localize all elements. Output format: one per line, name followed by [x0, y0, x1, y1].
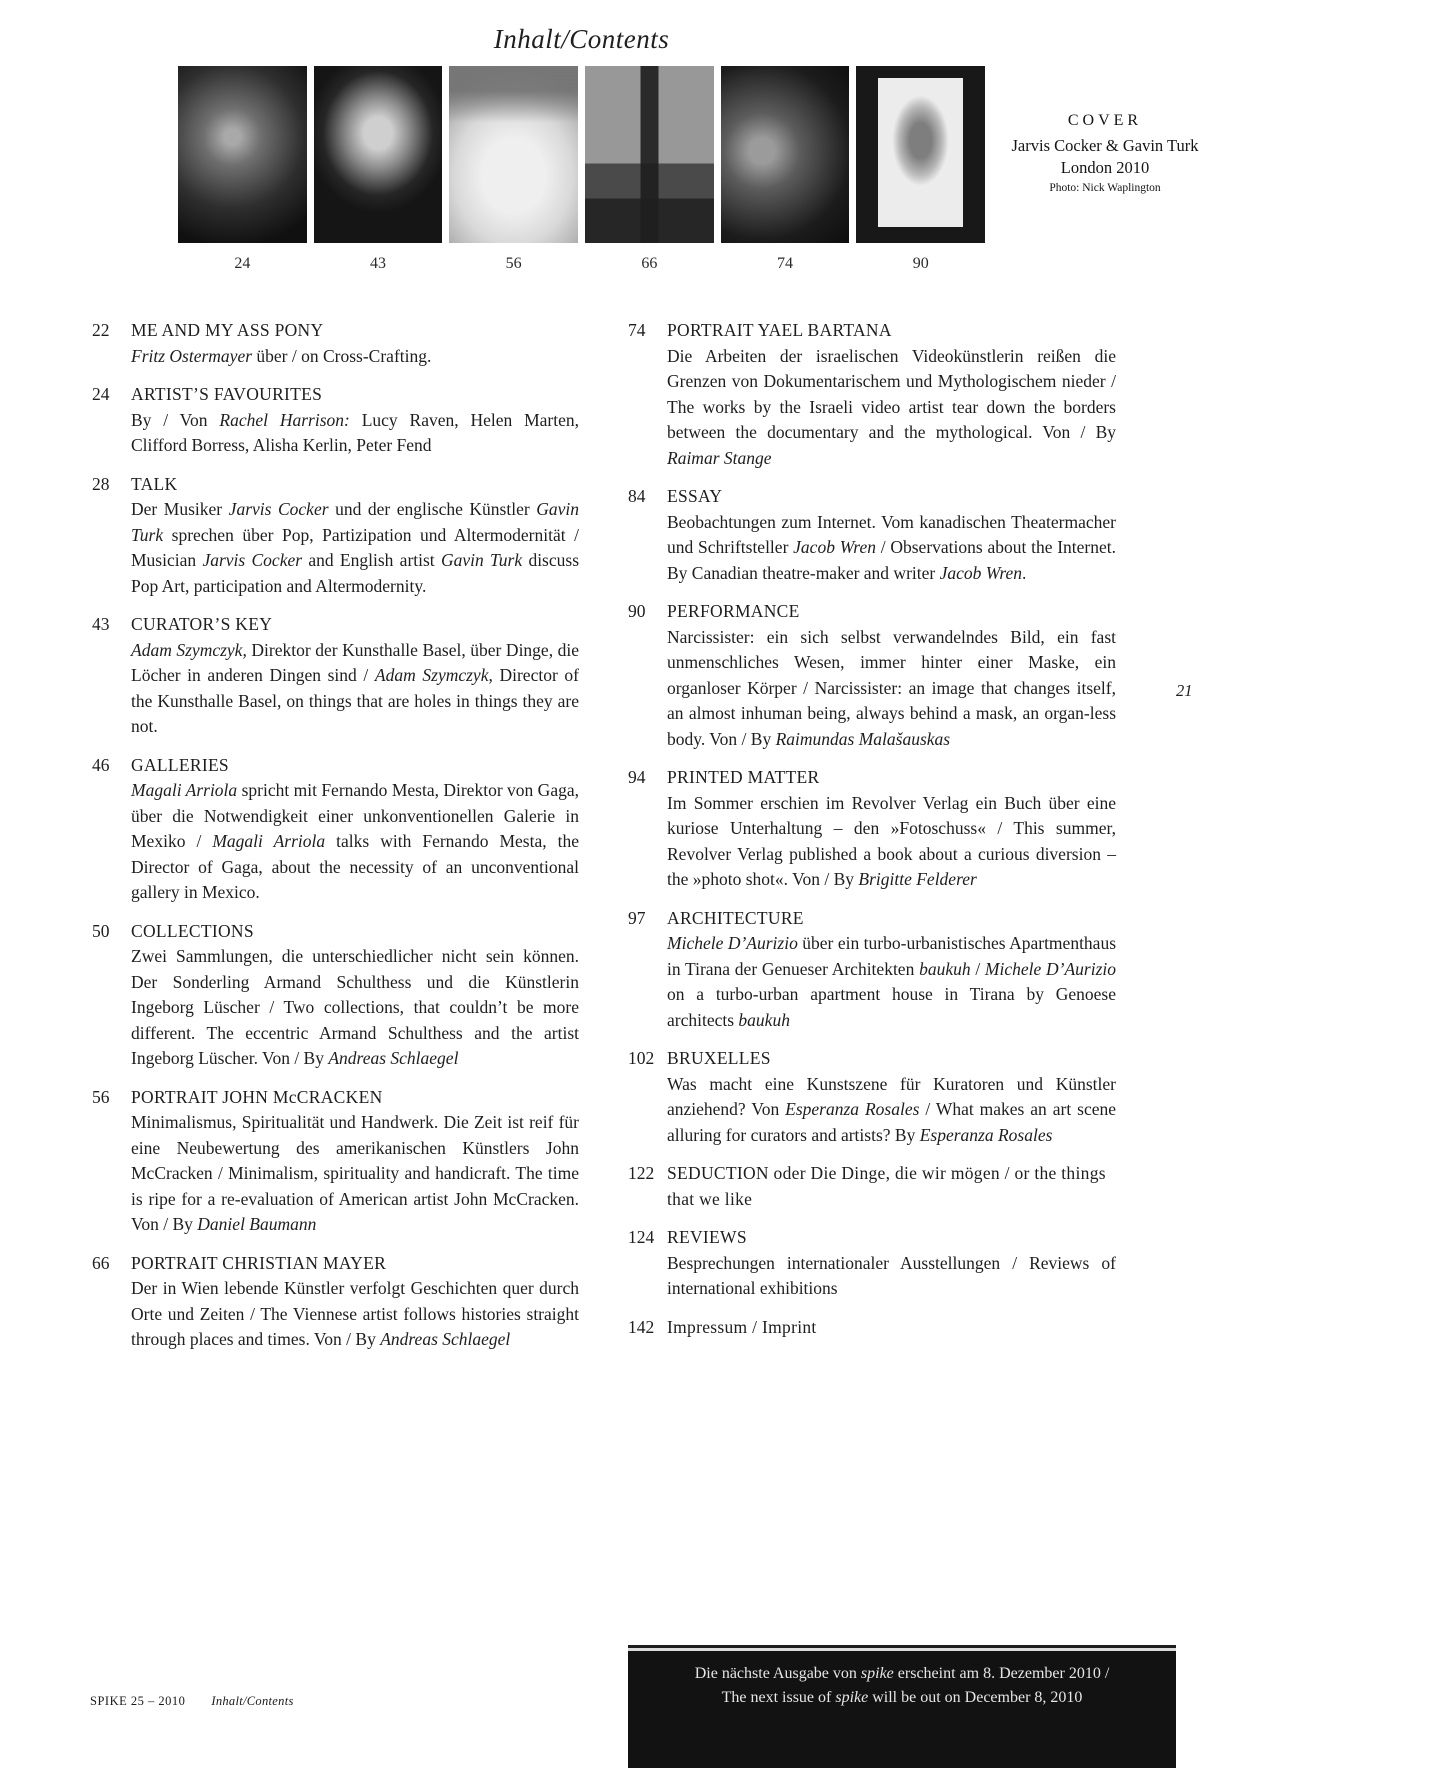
photo-cell: [856, 66, 985, 273]
photo-cell: [449, 66, 578, 273]
toc-entry: [628, 599, 1116, 752]
entry-description: Besprechungen internationaler Ausstellungen / Reviews of international exhibitions: [667, 1252, 1116, 1298]
entry-text: [667, 1225, 1116, 1302]
entry-text: [667, 484, 1116, 586]
entry-text: [667, 765, 1116, 893]
next-issue-line-en: The next issue of spike will be out on December 8, 2010: [721, 1689, 1083, 1706]
entry-text: [667, 1315, 1116, 1341]
entry-text: [667, 1161, 1116, 1212]
photo-page-number: 56: [505, 255, 522, 272]
photo-cell: [314, 66, 443, 273]
toc-entry: [628, 484, 1116, 586]
entry-page-number: 24: [92, 384, 110, 404]
toc-entry: [628, 1161, 1116, 1212]
entry-page-number: 50: [92, 920, 110, 941]
toc-entry: [628, 318, 1116, 471]
photo-strip: [178, 66, 985, 273]
next-issue-announcement: [628, 1645, 1176, 1768]
photo-page-number: 90: [912, 255, 929, 272]
entry-description: Die Arbeiten der israelischen Videokünstlerin reißen die Grenzen von Dokumentarischem und Mythologischem nieder / The works by the Israeli video artist tear down the borders between the documentary and the mythological. Von / By Raimar Stange: [667, 345, 1116, 468]
entry-title: COLLECTIONS: [131, 920, 254, 941]
entry-title: PORTRAIT JOHN McCRACKEN: [131, 1086, 383, 1107]
entry-description: Adam Szymczyk, Direktor der Kunsthalle Basel, über Dinge, die Löcher in anderen Dingen sind / Adam Szymczyk, Director of the Kunsthalle Basel, on things that are holes in things they are not.: [131, 639, 580, 736]
photo-page-number: 43: [370, 255, 386, 272]
entry-description: By / Von Rachel Harrison: Lucy Raven, Helen Marten, Clifford Borress, Alisha Kerlin, Peter Fend: [131, 409, 579, 455]
entry-title: PORTRAIT CHRISTIAN MAYER: [131, 1252, 387, 1273]
contents-photo-thumbnail: [449, 66, 578, 243]
entry-text: [131, 1251, 579, 1353]
contents-photo-thumbnail: [178, 66, 307, 243]
entry-page-number: 74: [628, 320, 646, 340]
contents-photo-thumbnail: [585, 66, 714, 243]
entry-title: SEDUCTION oder Die Dinge, die wir mögen / or the things that we like: [667, 1163, 1106, 1209]
entry-text: [131, 472, 579, 600]
toc-entry: [92, 318, 579, 369]
entry-title: ME AND MY ASS PONY: [131, 320, 324, 340]
entry-description: Im Sommer erschien im Revolver Verlag ein Buch über eine kuriose Unterhaltung – den »Fotoschuss« / This summer, Revolver Verlag published a book about a curious diversion – the »photo shot«. Von / By Brigitte Felderer: [667, 792, 1116, 889]
entry-page-number: 122: [628, 1163, 655, 1183]
toc-entry: [92, 1251, 579, 1353]
entry-title: ARCHITECTURE: [667, 907, 804, 928]
photo-page-number: 24: [234, 255, 251, 272]
entry-text: [667, 318, 1116, 471]
toc-entry: [92, 919, 579, 1072]
entry-page-number: 142: [628, 1316, 655, 1337]
cover-place-year: London 2010: [1060, 158, 1150, 177]
cover-label: COVER: [1067, 112, 1143, 129]
toc-entry: [628, 906, 1116, 1034]
photo-cell: [585, 66, 714, 273]
entry-text: [131, 382, 579, 459]
entry-title: Impressum / Imprint: [667, 1316, 817, 1337]
contents-photo-thumbnail: [314, 66, 443, 243]
entry-text: [667, 906, 1116, 1034]
entry-description: Der in Wien lebende Künstler verfolgt Geschichten quer durch Orte und Zeiten / The Viennese artist follows histories straight through places and times. Von / By Andreas Schlaegel: [131, 1278, 579, 1349]
cover-credit-block: [1000, 112, 1210, 194]
entry-title: PORTRAIT YAEL BARTANA: [667, 320, 892, 340]
entry-page-number: 97: [628, 907, 646, 928]
entry-page-number: 102: [628, 1048, 655, 1068]
entry-text: [131, 318, 579, 369]
entry-page-number: 90: [628, 601, 646, 621]
toc-entry: [92, 472, 579, 600]
entry-description: Der Musiker Jarvis Cocker und der englische Künstler Gavin Turk sprechen über Pop, Partizipation und Altermodernität / Musician Jarvis Cocker and English artist Gavin Turk discuss Pop Art, participation and Altermodernity.: [131, 499, 580, 596]
entry-page-number: 28: [92, 473, 110, 494]
toc-entry: [628, 765, 1116, 893]
toc-entry: [92, 1085, 579, 1238]
entry-title: TALK: [131, 473, 178, 494]
photo-cell: [721, 66, 850, 273]
next-issue-line-de: Die nächste Ausgabe von spike erscheint am 8. Dezember 2010 /: [694, 1665, 1110, 1682]
toc-entry: [628, 1046, 1116, 1148]
page-title: Inhalt/Contents: [493, 24, 670, 54]
photo-cell: [178, 66, 307, 273]
footer: [90, 1694, 294, 1709]
entry-description: Narcissister: ein sich selbst verwandelndes Bild, ein fast unmenschliches Wesen, immer hinter einer Maske, ein organloser Körper / Narcissister: an image that changes itself, an almost inhuman being, always behind a mask, an organ-less body. Von / By Raimundas Malašauskas: [667, 626, 1116, 749]
entry-description: Fritz Ostermayer über / on Cross-Crafting.: [131, 345, 432, 366]
toc-entry: [92, 612, 579, 740]
entry-title: PERFORMANCE: [667, 601, 800, 621]
entry-text: [131, 919, 579, 1072]
margin-page-number: 21: [1176, 681, 1193, 700]
entry-page-number: 56: [92, 1086, 110, 1107]
entry-title: PRINTED MATTER: [667, 767, 820, 787]
entry-title: REVIEWS: [667, 1227, 747, 1247]
entry-description: Magali Arriola spricht mit Fernando Mesta, Direktor von Gaga, über die Notwendigkeit einer unkonventionellen Galerie in Mexiko / Magali Arriola talks with Fernando Mesta, the Director of Gaga, about the necessity of an unconventional gallery in Mexico.: [131, 780, 579, 902]
entry-page-number: 84: [628, 486, 646, 506]
photo-page-number: 66: [641, 255, 658, 272]
cover-artists: Jarvis Cocker & Gavin Turk: [1011, 136, 1199, 155]
entry-description: Was macht eine Kunstszene für Kuratoren und Künstler anziehend? Von Esperanza Rosales / What makes an art scene alluring for curators and artists? By Esperanza Rosales: [667, 1073, 1116, 1145]
entry-title: ARTIST’S FAVOURITES: [131, 384, 323, 404]
entry-title: CURATOR’S KEY: [131, 614, 273, 634]
entry-description: Michele D’Aurizio über ein turbo-urbanistisches Apartmenthaus in Tirana der Genueser Architekten baukuh / Michele D’Aurizio on a turbo-urban apartment house in Tirana by Genoese architects baukuh: [667, 933, 1117, 1030]
entry-description: Minimalismus, Spiritualität und Handwerk. Die Zeit ist reif für eine Neubewertung des amerikanischen Künstlers John McCracken / Minimalism, spirituality and handicraft. The time is ripe for a re-evaluation of American artist John McCracken. Von / By Daniel Baumann: [131, 1112, 579, 1234]
entry-text: [667, 1046, 1116, 1148]
toc-entry: [628, 1315, 1116, 1341]
entry-description: Beobachtungen zum Internet. Vom kanadischen Theatermacher und Schriftsteller Jacob Wren / Observations about the Internet. By Canadian theatre-maker and writer Jacob Wren.: [667, 511, 1116, 583]
entry-page-number: 46: [92, 754, 110, 775]
toc-entry: [92, 382, 579, 459]
toc-entry: [628, 1225, 1116, 1302]
contents-photo-thumbnail: [721, 66, 850, 243]
entry-text: [131, 612, 579, 740]
contents-column-right: [628, 318, 1116, 1340]
entry-title: GALLERIES: [131, 754, 229, 775]
footer-section: Inhalt/Contents: [211, 1694, 294, 1708]
contents-column-left: [92, 318, 579, 1353]
entry-page-number: 43: [92, 614, 110, 634]
entry-text: [131, 1085, 579, 1238]
photo-page-number: 74: [777, 255, 794, 272]
entry-text: [667, 599, 1116, 752]
footer-issue: SPIKE 25 – 2010: [90, 1694, 186, 1708]
entry-description: Zwei Sammlungen, die unterschiedlicher nicht sein können. Der Sonderling Armand Schulthess und die Künstlerin Ingeborg Lüscher / Two collections, that couldn’t be more different. The eccentric Armand Schulthess and the artist Ingeborg Lüscher. Von / By Andreas Schlaegel: [131, 946, 579, 1068]
entry-title: BRUXELLES: [667, 1048, 771, 1068]
entry-page-number: 66: [92, 1252, 110, 1273]
entry-page-number: 94: [628, 767, 646, 787]
entry-title: ESSAY: [667, 486, 723, 506]
contents-photo-thumbnail: [856, 66, 985, 243]
entry-text: [131, 753, 579, 906]
toc-entry: [92, 753, 579, 906]
entry-page-number: 124: [628, 1227, 655, 1247]
cover-photo-credit: Photo: Nick Waplington: [1049, 182, 1161, 194]
entry-page-number: 22: [92, 320, 110, 340]
